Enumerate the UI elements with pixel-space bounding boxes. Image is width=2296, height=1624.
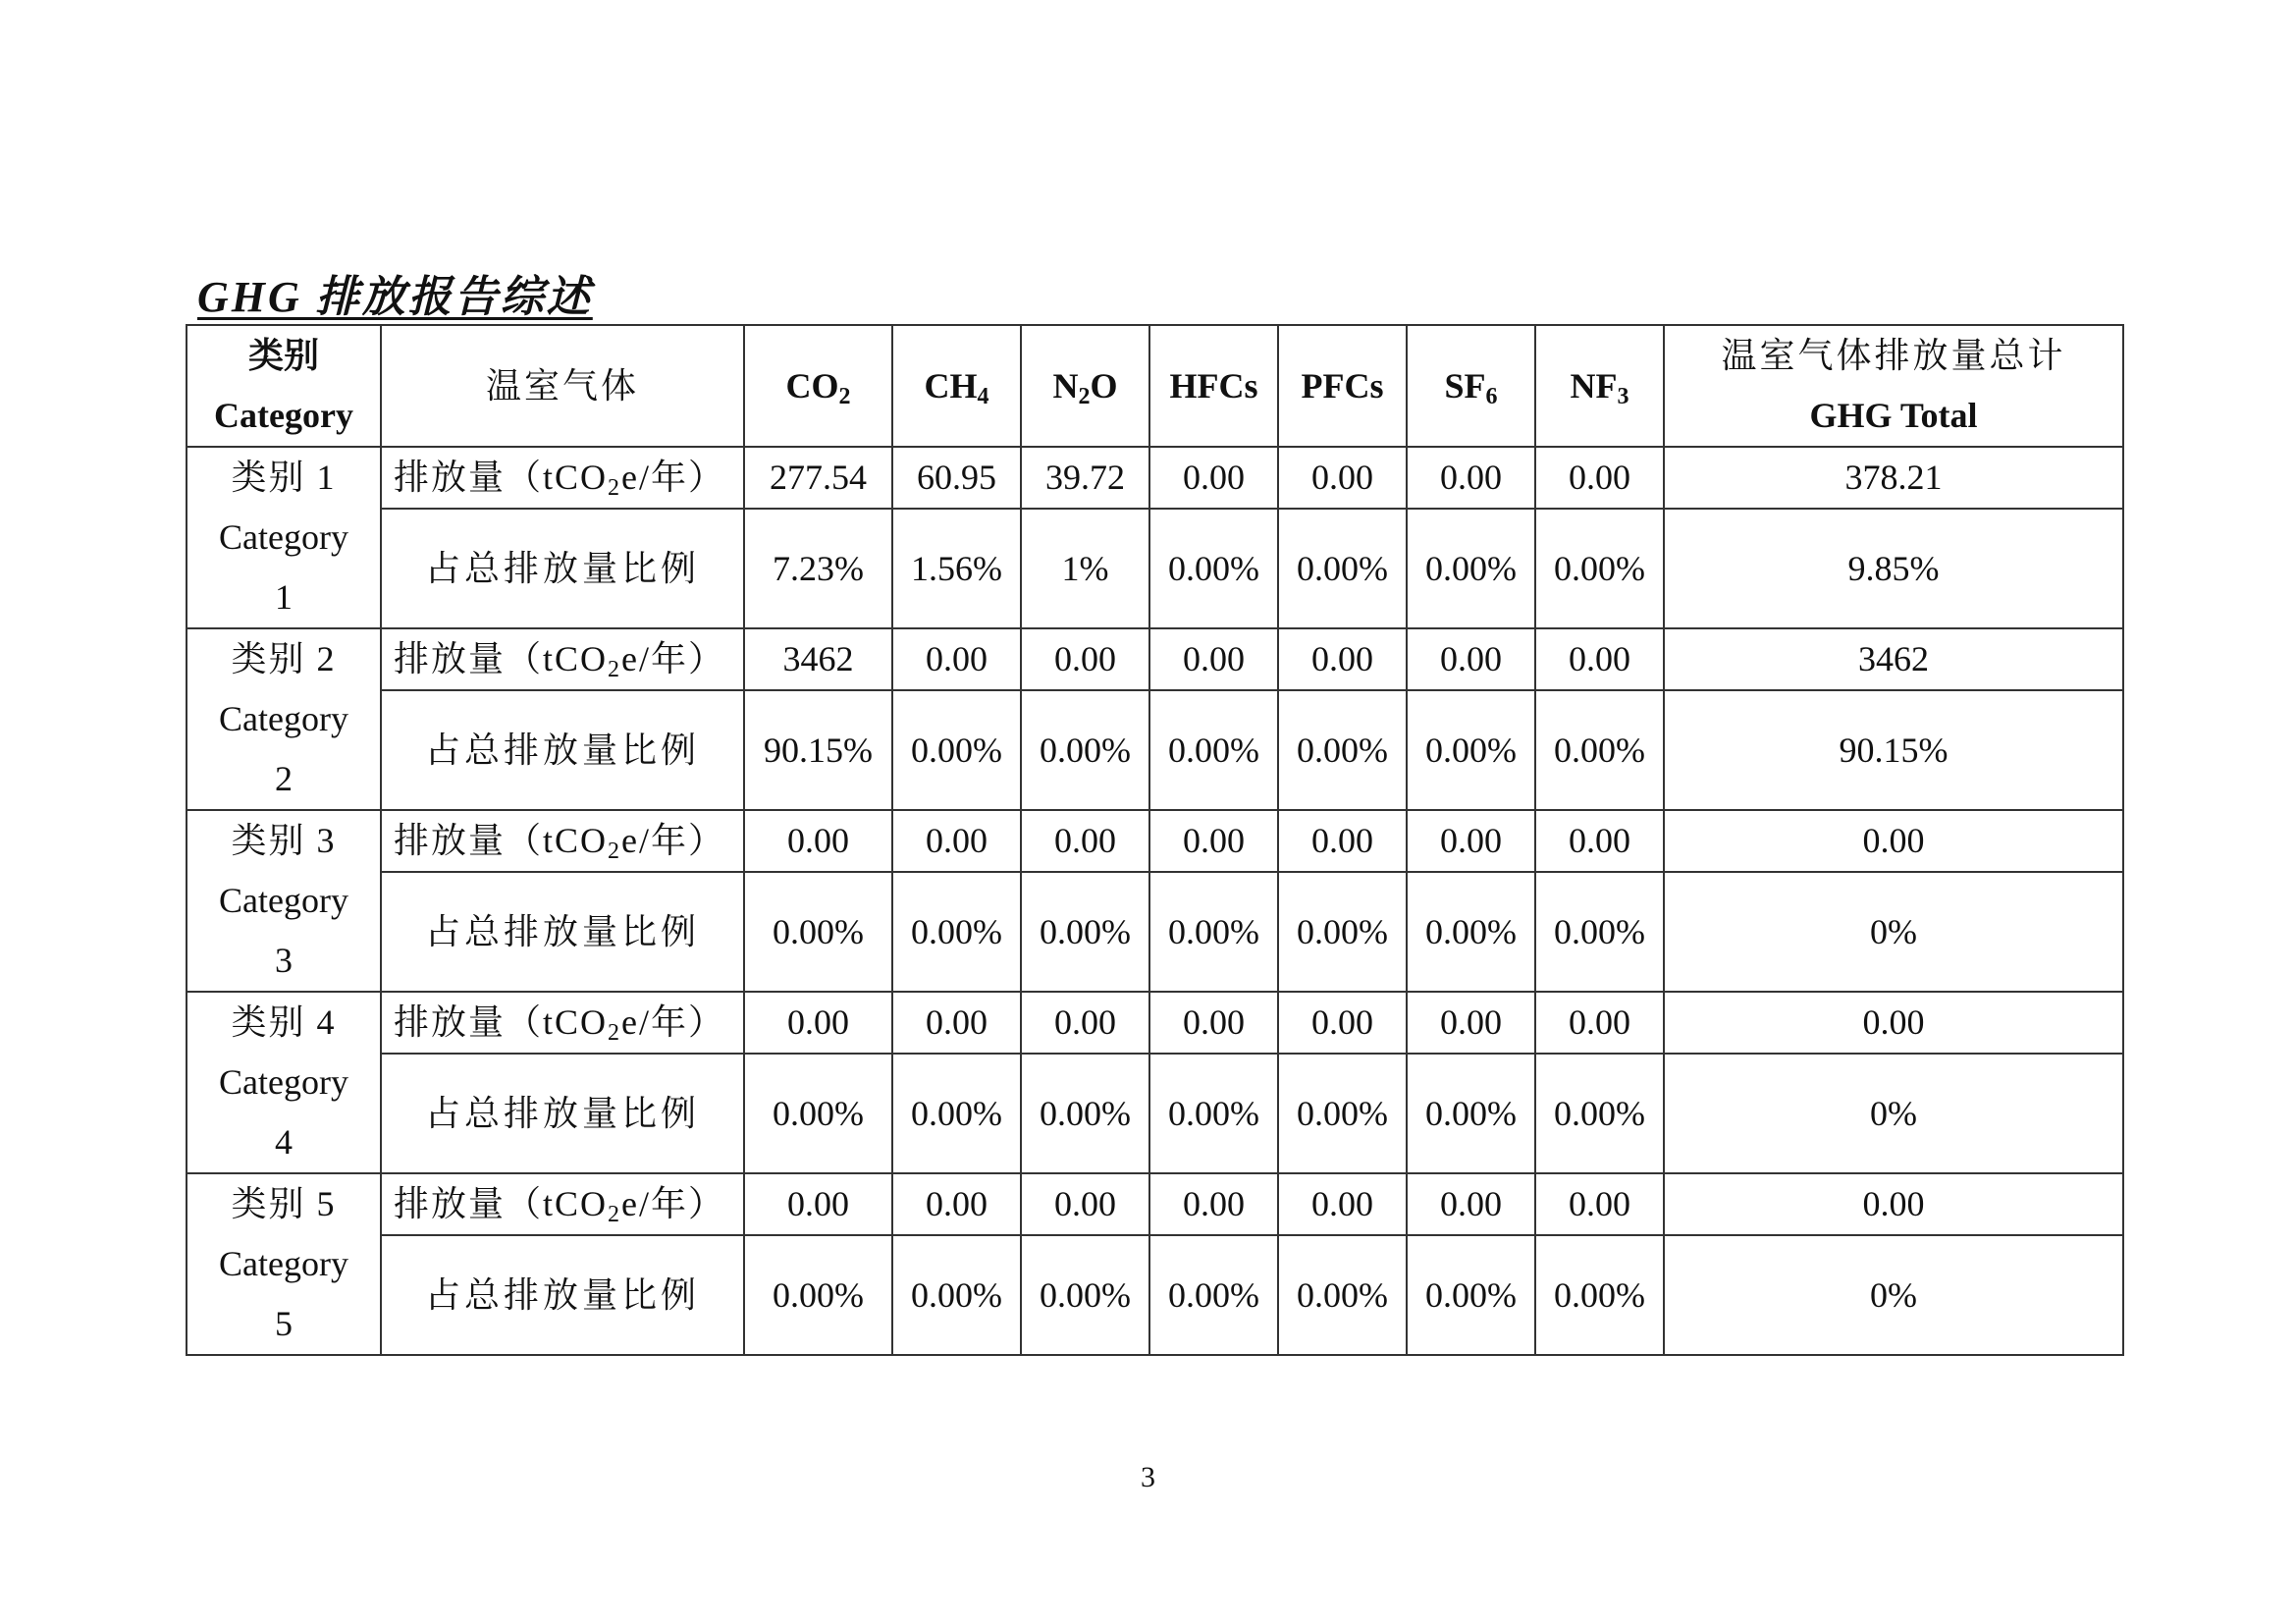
- amount-cell-sf6: 0.00: [1407, 447, 1535, 509]
- table-row-category-1-amount: [187, 447, 2123, 509]
- amount-cell-n2o: 0.00: [1021, 628, 1149, 690]
- share-cell-ch4: 0.00%: [892, 690, 1021, 810]
- share-cell-nf3: 0.00%: [1535, 872, 1664, 992]
- amount-total-cell: 378.21: [1664, 447, 2123, 509]
- category-label: [187, 1173, 381, 1355]
- amount-cell-pfcs: 0.00: [1278, 628, 1407, 690]
- category-label-num: 1: [275, 577, 293, 617]
- category-label: [187, 628, 381, 810]
- category-label: [187, 447, 381, 628]
- header-gas-n2o: $N_2O$: [1021, 325, 1149, 447]
- amount-total-cell: 3462: [1664, 628, 2123, 690]
- amount-cell-hfcs: 0.00: [1149, 628, 1278, 690]
- share-cell-sf6: 0.00%: [1407, 872, 1535, 992]
- header-gas-label: 温室气体: [381, 325, 744, 447]
- share-cell-pfcs: 0.00%: [1278, 509, 1407, 628]
- header-category-cn: 类别: [247, 336, 319, 375]
- amount-total-cell: 0.00: [1664, 992, 2123, 1054]
- header-gas-ch4: $CH_4$: [892, 325, 1021, 447]
- category-label-num: 3: [275, 941, 293, 980]
- amount-cell-sf6: 0.00: [1407, 992, 1535, 1054]
- amount-cell-n2o: 39.72: [1021, 447, 1149, 509]
- share-total-cell: 9.85%: [1664, 509, 2123, 628]
- share-cell-sf6: 0.00%: [1407, 690, 1535, 810]
- amount-cell-nf3: 0.00: [1535, 992, 1664, 1054]
- share-total-cell: 0%: [1664, 1235, 2123, 1355]
- amount-cell-hfcs: 0.00: [1149, 447, 1278, 509]
- category-label-num: 5: [275, 1304, 293, 1343]
- header-category: [187, 325, 381, 447]
- share-cell-co2: 0.00%: [744, 872, 892, 992]
- share-cell-n2o: 0.00%: [1021, 872, 1149, 992]
- header-total: [1664, 325, 2123, 447]
- category-label-en: Category: [219, 1062, 348, 1102]
- header-gas-hfcs: HFCs: [1149, 325, 1278, 447]
- amount-total-cell: 0.00: [1664, 810, 2123, 872]
- metric-label-amount: 排放量（tCO$_2$e/年）: [381, 810, 744, 872]
- category-label-num: 4: [275, 1122, 293, 1162]
- amount-cell-co2: 3462: [744, 628, 892, 690]
- share-cell-nf3: 0.00%: [1535, 690, 1664, 810]
- category-label-cn: 类别 5: [231, 1184, 337, 1223]
- table-row-category-5-share: [187, 1235, 2123, 1355]
- category-label-num: 2: [275, 759, 293, 798]
- share-cell-sf6: 0.00%: [1407, 1054, 1535, 1173]
- category-label-en: Category: [219, 517, 348, 557]
- amount-cell-ch4: 0.00: [892, 628, 1021, 690]
- share-cell-hfcs: 0.00%: [1149, 690, 1278, 810]
- amount-cell-co2: 277.54: [744, 447, 892, 509]
- ghg-summary-table: [186, 324, 2124, 1356]
- metric-label-share: 占总排放量比例: [381, 509, 744, 628]
- amount-cell-pfcs: 0.00: [1278, 447, 1407, 509]
- header-total-en: GHG Total: [1809, 396, 1978, 435]
- table-body: [187, 447, 2123, 1355]
- table-header-row: [187, 325, 2123, 447]
- page-number: 3: [1141, 1461, 1155, 1493]
- share-cell-co2: 90.15%: [744, 690, 892, 810]
- share-cell-ch4: 1.56%: [892, 509, 1021, 628]
- table-row-category-4-amount: [187, 992, 2123, 1054]
- amount-cell-hfcs: 0.00: [1149, 1173, 1278, 1235]
- amount-cell-sf6: 0.00: [1407, 628, 1535, 690]
- amount-cell-nf3: 0.00: [1535, 447, 1664, 509]
- category-label-cn: 类别 4: [231, 1002, 337, 1042]
- metric-label-share: 占总排放量比例: [381, 872, 744, 992]
- share-total-cell: 0%: [1664, 1054, 2123, 1173]
- share-cell-n2o: 1%: [1021, 509, 1149, 628]
- share-cell-ch4: 0.00%: [892, 872, 1021, 992]
- share-cell-hfcs: 0.00%: [1149, 872, 1278, 992]
- amount-cell-ch4: 0.00: [892, 1173, 1021, 1235]
- share-total-cell: 90.15%: [1664, 690, 2123, 810]
- amount-cell-ch4: 0.00: [892, 992, 1021, 1054]
- header-gas-nf3: $NF_3$: [1535, 325, 1664, 447]
- table-row-category-5-amount: [187, 1173, 2123, 1235]
- metric-label-share: 占总排放量比例: [381, 1235, 744, 1355]
- share-cell-nf3: 0.00%: [1535, 1054, 1664, 1173]
- category-label-cn: 类别 2: [231, 639, 337, 678]
- amount-cell-co2: 0.00: [744, 1173, 892, 1235]
- share-cell-hfcs: 0.00%: [1149, 1235, 1278, 1355]
- amount-cell-pfcs: 0.00: [1278, 992, 1407, 1054]
- share-cell-n2o: 0.00%: [1021, 1235, 1149, 1355]
- metric-label-share: 占总排放量比例: [381, 690, 744, 810]
- amount-cell-co2: 0.00: [744, 992, 892, 1054]
- metric-label-amount: 排放量（tCO$_2$e/年）: [381, 992, 744, 1054]
- metric-label-share: 占总排放量比例: [381, 1054, 744, 1173]
- amount-cell-co2: 0.00: [744, 810, 892, 872]
- table-row-category-1-share: [187, 509, 2123, 628]
- amount-cell-hfcs: 0.00: [1149, 810, 1278, 872]
- amount-cell-hfcs: 0.00: [1149, 992, 1278, 1054]
- table-row-category-3-share: [187, 872, 2123, 992]
- header-total-cn: 温室气体排放量总计: [1721, 336, 2066, 375]
- share-cell-nf3: 0.00%: [1535, 1235, 1664, 1355]
- amount-cell-n2o: 0.00: [1021, 992, 1149, 1054]
- share-cell-pfcs: 0.00%: [1278, 1235, 1407, 1355]
- amount-cell-nf3: 0.00: [1535, 810, 1664, 872]
- share-cell-ch4: 0.00%: [892, 1054, 1021, 1173]
- share-cell-pfcs: 0.00%: [1278, 872, 1407, 992]
- header-gas-pfcs: PFCs: [1278, 325, 1407, 447]
- table-row-category-4-share: [187, 1054, 2123, 1173]
- share-cell-co2: 7.23%: [744, 509, 892, 628]
- amount-cell-sf6: 0.00: [1407, 810, 1535, 872]
- category-label-cn: 类别 1: [231, 458, 337, 497]
- amount-cell-n2o: 0.00: [1021, 1173, 1149, 1235]
- category-label-en: Category: [219, 881, 348, 920]
- share-cell-n2o: 0.00%: [1021, 690, 1149, 810]
- share-cell-pfcs: 0.00%: [1278, 1054, 1407, 1173]
- amount-total-cell: 0.00: [1664, 1173, 2123, 1235]
- amount-cell-nf3: 0.00: [1535, 628, 1664, 690]
- share-cell-hfcs: 0.00%: [1149, 1054, 1278, 1173]
- header-category-en: Category: [214, 396, 353, 435]
- share-cell-co2: 0.00%: [744, 1235, 892, 1355]
- table-row-category-3-amount: [187, 810, 2123, 872]
- amount-cell-pfcs: 0.00: [1278, 1173, 1407, 1235]
- category-label: [187, 992, 381, 1173]
- category-label: [187, 810, 381, 992]
- share-cell-hfcs: 0.00%: [1149, 509, 1278, 628]
- share-cell-sf6: 0.00%: [1407, 1235, 1535, 1355]
- header-gas-sf6: $SF_6$: [1407, 325, 1535, 447]
- share-cell-pfcs: 0.00%: [1278, 690, 1407, 810]
- category-label-en: Category: [219, 699, 348, 738]
- amount-cell-n2o: 0.00: [1021, 810, 1149, 872]
- amount-cell-pfcs: 0.00: [1278, 810, 1407, 872]
- table-row-category-2-amount: [187, 628, 2123, 690]
- category-label-cn: 类别 3: [231, 821, 337, 860]
- share-cell-co2: 0.00%: [744, 1054, 892, 1173]
- page-title: GHG 排放报告综述: [197, 273, 593, 321]
- share-total-cell: 0%: [1664, 872, 2123, 992]
- share-cell-sf6: 0.00%: [1407, 509, 1535, 628]
- metric-label-amount: 排放量（tCO$_2$e/年）: [381, 447, 744, 509]
- metric-label-amount: 排放量（tCO$_2$e/年）: [381, 628, 744, 690]
- share-cell-ch4: 0.00%: [892, 1235, 1021, 1355]
- table-row-category-2-share: [187, 690, 2123, 810]
- category-label-en: Category: [219, 1244, 348, 1283]
- metric-label-amount: 排放量（tCO$_2$e/年）: [381, 1173, 744, 1235]
- share-cell-n2o: 0.00%: [1021, 1054, 1149, 1173]
- amount-cell-ch4: 60.95: [892, 447, 1021, 509]
- amount-cell-ch4: 0.00: [892, 810, 1021, 872]
- amount-cell-nf3: 0.00: [1535, 1173, 1664, 1235]
- amount-cell-sf6: 0.00: [1407, 1173, 1535, 1235]
- header-gas-co2: $CO_2$: [744, 325, 892, 447]
- share-cell-nf3: 0.00%: [1535, 509, 1664, 628]
